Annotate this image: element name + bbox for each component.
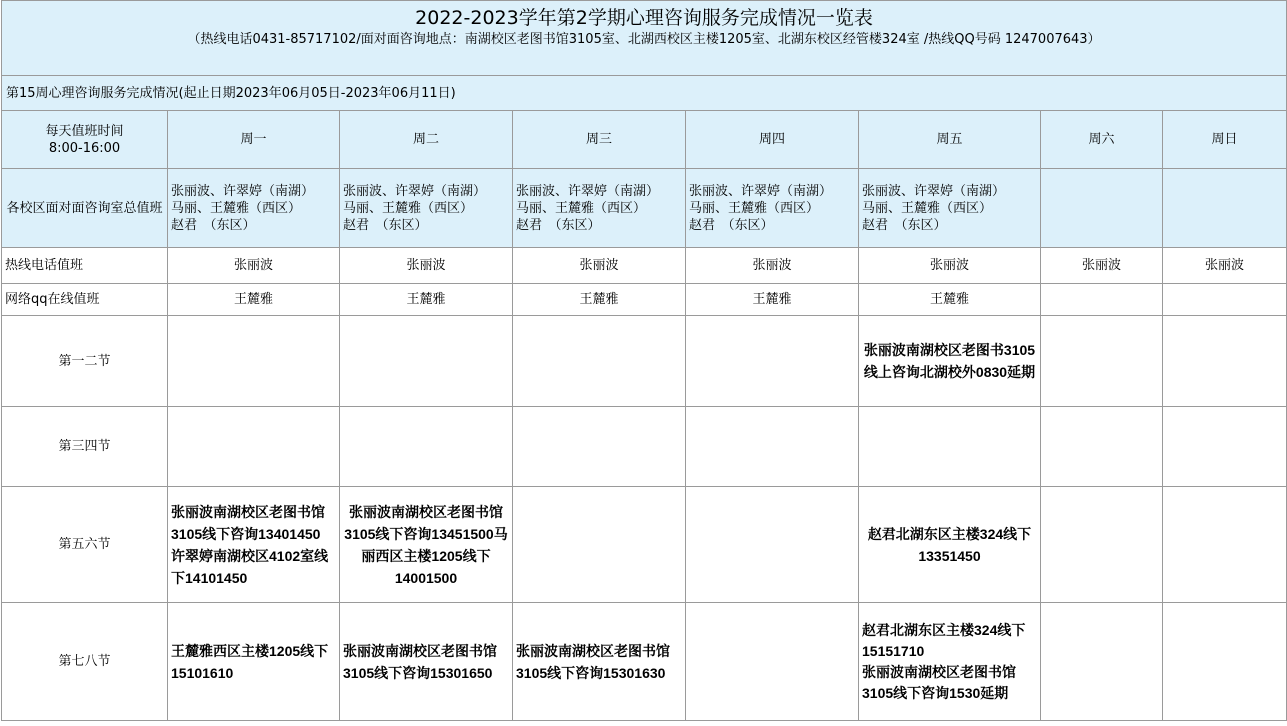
qq-online-cell (1041, 284, 1163, 316)
period-cell: 王麓雅西区主楼1205线下15101610 (168, 603, 340, 721)
period-cell: 赵君北湖东区主楼324线下15151710 张丽波南湖校区老图书馆3105线下咨询1530延期 (859, 603, 1041, 721)
day-header-sat: 周六 (1041, 111, 1163, 169)
period-cell (1041, 603, 1163, 721)
row-label-period-78: 第七八节 (2, 603, 168, 721)
qq-online-cell: 王麓雅 (513, 284, 686, 316)
period-cell (1163, 316, 1287, 407)
row-label-period-34: 第三四节 (2, 407, 168, 487)
period-cell (513, 407, 686, 487)
period-cell: 张丽波南湖校区老图书馆3105线下咨询15301650 (340, 603, 513, 721)
period-cell (168, 316, 340, 407)
campus-duty-cell: 张丽波、许翠婷（南湖） 马丽、王麓雅（西区） 赵君 （东区） (513, 169, 686, 248)
period-cell (1163, 407, 1287, 487)
period-12-row (2, 316, 1287, 407)
period-cell: 赵君北湖东区主楼324线下13351450 (859, 487, 1041, 603)
row-label-campus-duty: 各校区面对面咨询室总值班 (2, 169, 168, 248)
period-cell (686, 487, 859, 603)
week-info: 第15周心理咨询服务完成情况(起止日期2023年06月05日-2023年06月11日) (2, 76, 1287, 111)
period-cell (1163, 603, 1287, 721)
qq-online-cell (1163, 284, 1287, 316)
period-cell: 张丽波南湖校区老图书馆3105线下咨询15301630 (513, 603, 686, 721)
period-cell: 张丽波南湖校区老图书馆3105线下咨询13401450 许翠婷南湖校区4102室线下14101450 (168, 487, 340, 603)
period-cell (1041, 316, 1163, 407)
hotline-cell: 张丽波 (686, 248, 859, 284)
qq-online-row (2, 284, 1287, 316)
campus-duty-cell (1163, 169, 1287, 248)
period-78-row (2, 603, 1287, 721)
qq-online-cell: 王麓雅 (859, 284, 1041, 316)
row-label-period-12: 第一二节 (2, 316, 168, 407)
period-cell (168, 407, 340, 487)
hotline-row (2, 248, 1287, 284)
period-cell (686, 603, 859, 721)
page-subtitle: （热线电话0431-85717102/面对面咨询地点：南湖校区老图书馆3105室、北湖西校区主楼1205室、北湖东校区经管楼324室 /热线QQ号码 1247007643） (187, 32, 1101, 47)
row-label-qq-online: 网络qq在线值班 (2, 284, 168, 316)
period-cell (1163, 487, 1287, 603)
day-header-row (2, 111, 1287, 169)
hotline-cell: 张丽波 (340, 248, 513, 284)
period-cell (513, 316, 686, 407)
day-header-sun: 周日 (1163, 111, 1287, 169)
day-header-mon: 周一 (168, 111, 340, 169)
day-header-wed: 周三 (513, 111, 686, 169)
row-label-hotline: 热线电话值班 (2, 248, 168, 284)
hotline-cell: 张丽波 (1041, 248, 1163, 284)
qq-online-cell: 王麓雅 (168, 284, 340, 316)
day-header-tue: 周二 (340, 111, 513, 169)
hotline-cell: 张丽波 (1163, 248, 1287, 284)
campus-duty-row (2, 169, 1287, 248)
period-34-row (2, 407, 1287, 487)
period-cell (340, 316, 513, 407)
period-cell (1041, 407, 1163, 487)
hotline-cell: 张丽波 (168, 248, 340, 284)
period-cell: 张丽波南湖校区老图书3105线上咨询北湖校外0830延期 (859, 316, 1041, 407)
qq-online-cell: 王麓雅 (340, 284, 513, 316)
row-label-period-56: 第五六节 (2, 487, 168, 603)
campus-duty-cell: 张丽波、许翠婷（南湖） 马丽、王麓雅（西区） 赵君 （东区） (340, 169, 513, 248)
period-cell: 张丽波南湖校区老图书馆3105线下咨询13451500马丽西区主楼1205线下14001500 (340, 487, 513, 603)
period-cell (686, 407, 859, 487)
qq-online-cell: 王麓雅 (686, 284, 859, 316)
period-cell (686, 316, 859, 407)
title-cell (2, 1, 1287, 76)
period-56-row (2, 487, 1287, 603)
period-cell (1041, 487, 1163, 603)
duty-time-header: 每天值班时间 8:00-16:00 (2, 111, 168, 169)
day-header-fri: 周五 (859, 111, 1041, 169)
hotline-cell: 张丽波 (513, 248, 686, 284)
campus-duty-cell: 张丽波、许翠婷（南湖） 马丽、王麓雅（西区） 赵君 （东区） (686, 169, 859, 248)
hotline-cell: 张丽波 (859, 248, 1041, 284)
campus-duty-cell: 张丽波、许翠婷（南湖） 马丽、王麓雅（西区） 赵君 （东区） (859, 169, 1041, 248)
schedule-table (1, 0, 1287, 721)
campus-duty-cell (1041, 169, 1163, 248)
period-cell (859, 407, 1041, 487)
period-cell (340, 407, 513, 487)
page-title: 2022-2023学年第2学期心理咨询服务完成情况一览表 (415, 7, 873, 29)
period-cell (513, 487, 686, 603)
campus-duty-cell: 张丽波、许翠婷（南湖） 马丽、王麓雅（西区） 赵君 （东区） (168, 169, 340, 248)
day-header-thu: 周四 (686, 111, 859, 169)
